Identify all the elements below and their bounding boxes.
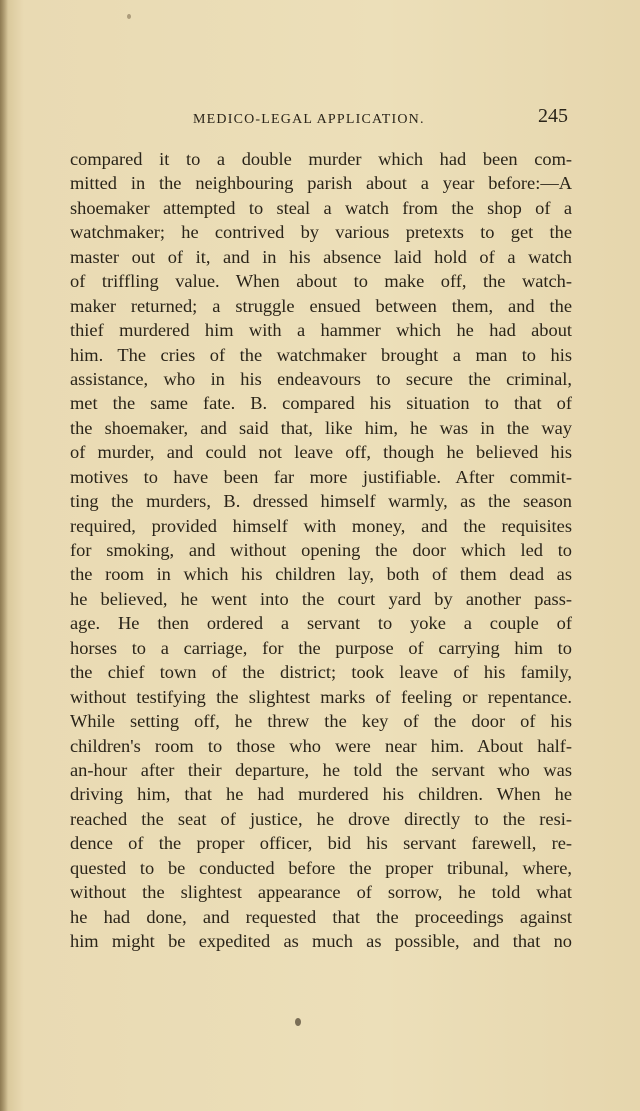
text-line: motives to have been far more justifiable. After commit-	[70, 466, 572, 487]
text-line: of murder, and could not leave off, though he believed his	[70, 442, 572, 463]
text-line: without the slightest appearance of sorrow, he told what	[70, 882, 572, 903]
text-line: quested to be conducted before the proper tribunal, where,	[70, 857, 572, 878]
text-line: of triffling value. When about to make off, the watch-	[70, 271, 572, 292]
text-line: reached the seat of justice, he drove directly to the resi-	[70, 808, 572, 829]
text-line: for smoking, and without opening the door which led to	[70, 540, 572, 560]
ink-mark	[295, 1018, 301, 1026]
body-text	[70, 147, 572, 953]
text-line: required, provided himself with money, and the requisites	[70, 515, 572, 536]
text-line: driving him, that he had murdered his children. When he	[70, 784, 572, 805]
paper-speck	[127, 14, 131, 19]
text-line: him might be expedited as much as possible, and that no	[70, 931, 572, 951]
text-line: mitted in the neighbouring parish about a year before:—A	[70, 173, 572, 194]
text-line: thief murdered him with a hammer which he had about	[70, 320, 572, 341]
text-line: met the same fate. B. compared his situation to that of	[70, 393, 572, 414]
text-line: he believed, he went into the court yard by another pass-	[70, 588, 572, 609]
text-line: the chief town of the district; took leave of his family,	[70, 662, 572, 683]
text-line: an-hour after their departure, he told the servant who was	[70, 759, 572, 780]
text-line: him. The cries of the watchmaker brought a man to his	[70, 344, 572, 365]
text-line: without testifying the slightest marks of feeling or repentance.	[70, 686, 572, 707]
text-line: horses to a carriage, for the purpose of carrying him to	[70, 637, 572, 658]
text-line: master out of it, and in his absence laid hold of a watch	[70, 246, 572, 267]
text-line: he had done, and requested that the proceedings against	[70, 906, 572, 927]
text-line: watchmaker; he contrived by various pretexts to get the	[70, 222, 572, 243]
text-line: assistance, who in his endeavours to secure the criminal,	[70, 368, 572, 389]
text-line: age. He then ordered a servant to yoke a couple of	[70, 613, 572, 634]
text-line: shoemaker attempted to steal a watch from the shop of a	[70, 197, 572, 218]
text-line: the room in which his children lay, both of them dead as	[70, 564, 572, 585]
text-line: the shoemaker, and said that, like him, he was in the way	[70, 417, 572, 438]
text-line: While setting off, he threw the key of the door of his	[70, 711, 572, 732]
text-line: ting the murders, B. dressed himself warmly, as the season	[70, 491, 572, 512]
text-line: children's room to those who were near him. About half-	[70, 735, 572, 756]
text-line: maker returned; a struggle ensued between them, and the	[70, 295, 572, 316]
binding-shadow	[0, 0, 8, 1111]
text-line: compared it to a double murder which had been com-	[70, 149, 572, 169]
text-line: dence of the proper officer, bid his servant farewell, re-	[70, 833, 572, 854]
running-head: MEDICO-LEGAL APPLICATION.	[193, 112, 425, 127]
page-number: 245	[538, 105, 568, 127]
